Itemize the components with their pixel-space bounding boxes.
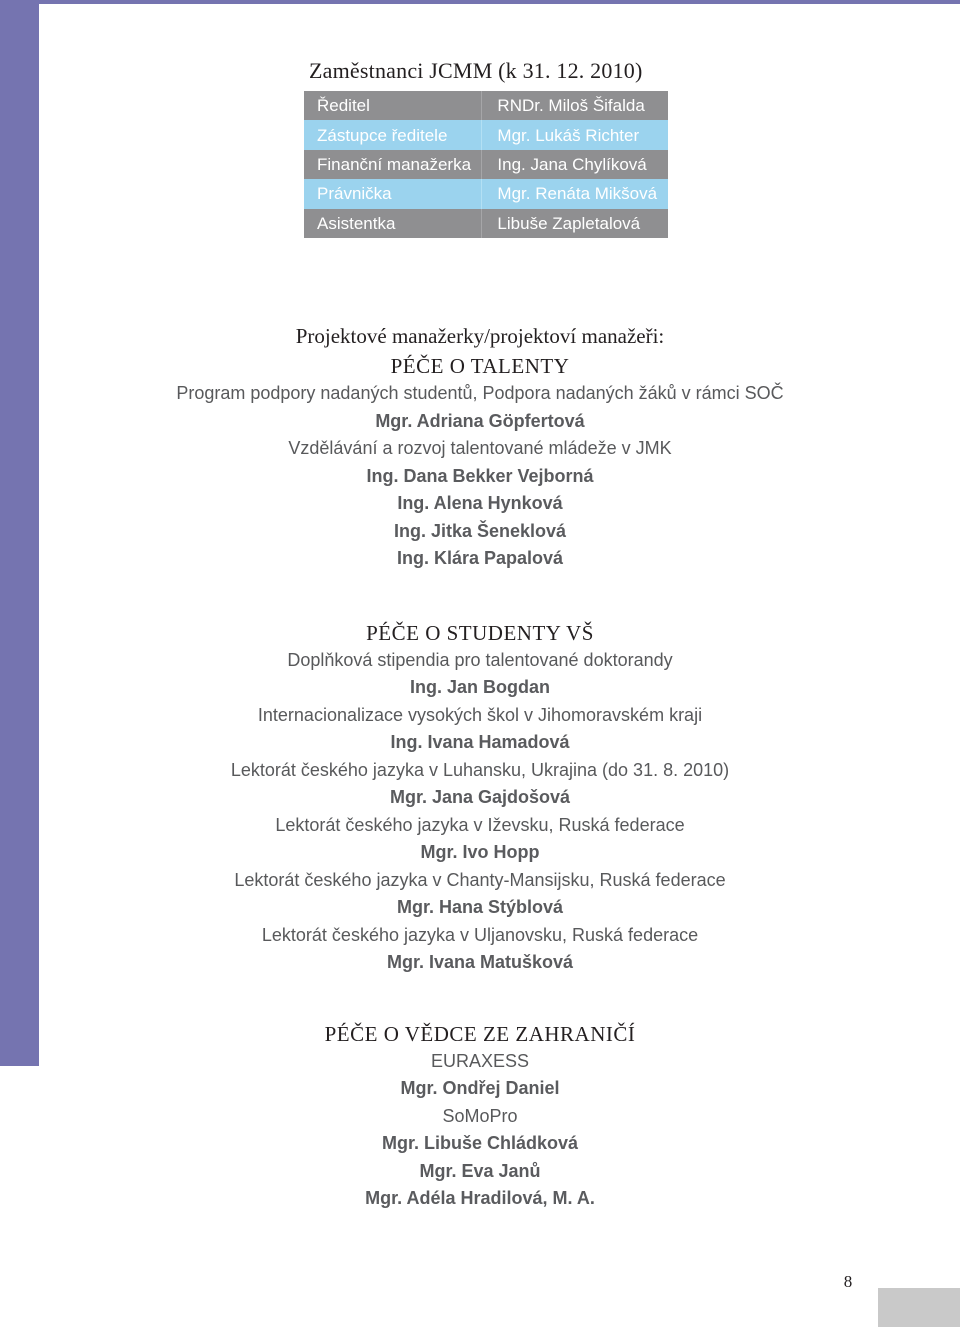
person-name: Mgr. Eva Janů	[419, 1160, 541, 1181]
person-name: Mgr. Adriana Göpfertová	[375, 410, 585, 431]
program-name: Doplňková stipendia pro talentované doktorandy	[287, 649, 673, 670]
staff-role: Zástupce ředitele	[304, 120, 482, 149]
person-name: Mgr. Hana Stýblová	[396, 897, 564, 917]
person-name: Ing. Dana Bekker Vejborná	[366, 465, 594, 486]
person-name: Ing. Ivana Hamadová	[390, 732, 570, 752]
staff-name: Libuše Zapletalová	[482, 209, 668, 238]
staff-row	[304, 179, 668, 208]
person-name: Ing. Klára Papalová	[396, 548, 564, 568]
staff-name: RNDr. Miloš Šifalda	[482, 91, 668, 120]
person-name: Mgr. Ondřej Daniel	[400, 1078, 560, 1098]
staff-role: Právnička	[304, 179, 482, 208]
person-name: Mgr. Libuše Chládková	[381, 1133, 579, 1153]
staff-role: Asistentka	[304, 209, 482, 238]
person-name: Ing. Jan Bogdan	[409, 677, 550, 697]
page-number-tab	[878, 1288, 960, 1327]
program-name: SoMoPro	[442, 1105, 518, 1126]
staff-table	[304, 91, 668, 238]
staff-role: Ředitel	[304, 91, 482, 120]
page-number: 8	[843, 1272, 853, 1291]
staff-row	[304, 209, 668, 238]
section-heading-students: PÉČE O STUDENTY VŠ	[366, 620, 594, 645]
staff-row	[304, 150, 668, 179]
person-name: Ing. Jitka Šeneklová	[393, 520, 567, 541]
program-name: Lektorát českého jazyka v Chanty-Mansijsku, Ruská federace	[234, 869, 726, 890]
person-name: Mgr. Ivana Matušková	[386, 952, 574, 972]
section-heading-talents: PÉČE O TALENTY	[390, 354, 570, 378]
person-name: Mgr. Ivo Hopp	[420, 842, 540, 862]
section-heading-scientists: PÉČE O VĚDCE ZE ZAHRANIČÍ	[324, 1021, 636, 1046]
staff-row	[304, 120, 668, 149]
program-name: Internacionalizace vysokých škol v Jihomoravském kraji	[257, 704, 703, 725]
program-name: Vzdělávání a rozvoj talentované mládeže v JMK	[288, 438, 672, 458]
staff-name: Mgr. Lukáš Richter	[482, 120, 668, 149]
program-name: Lektorát českého jazyka v Luhansku, Ukrajina (do 31. 8. 2010)	[230, 759, 730, 780]
person-name: Ing. Alena Hynková	[397, 493, 563, 513]
staff-name: Mgr. Renáta Mikšová	[482, 179, 668, 208]
program-name: Lektorát českého jazyka v Uljanovsku, Ruská federace	[261, 924, 699, 945]
top-color-rule	[39, 0, 960, 4]
program-name: Lektorát českého jazyka v Iževsku, Ruská federace	[275, 814, 685, 835]
staff-name: Ing. Jana Chylíková	[482, 150, 668, 179]
program-name: EURAXESS	[430, 1050, 530, 1071]
program-name: Program podpory nadaných studentů, Podpora nadaných žáků v rámci SOČ	[176, 383, 784, 403]
project-managers-section	[0, 322, 960, 1213]
staff-role: Finanční manažerka	[304, 150, 482, 179]
person-name: Mgr. Adéla Hradilová, M. A.	[365, 1188, 595, 1208]
project-managers-intro: Projektové manažerky/projektoví manažeři:	[295, 324, 665, 348]
staff-title: Zaměstnanci JCMM (k 31. 12. 2010)	[309, 58, 643, 83]
person-name: Mgr. Jana Gajdošová	[389, 787, 571, 807]
staff-row	[304, 91, 668, 120]
